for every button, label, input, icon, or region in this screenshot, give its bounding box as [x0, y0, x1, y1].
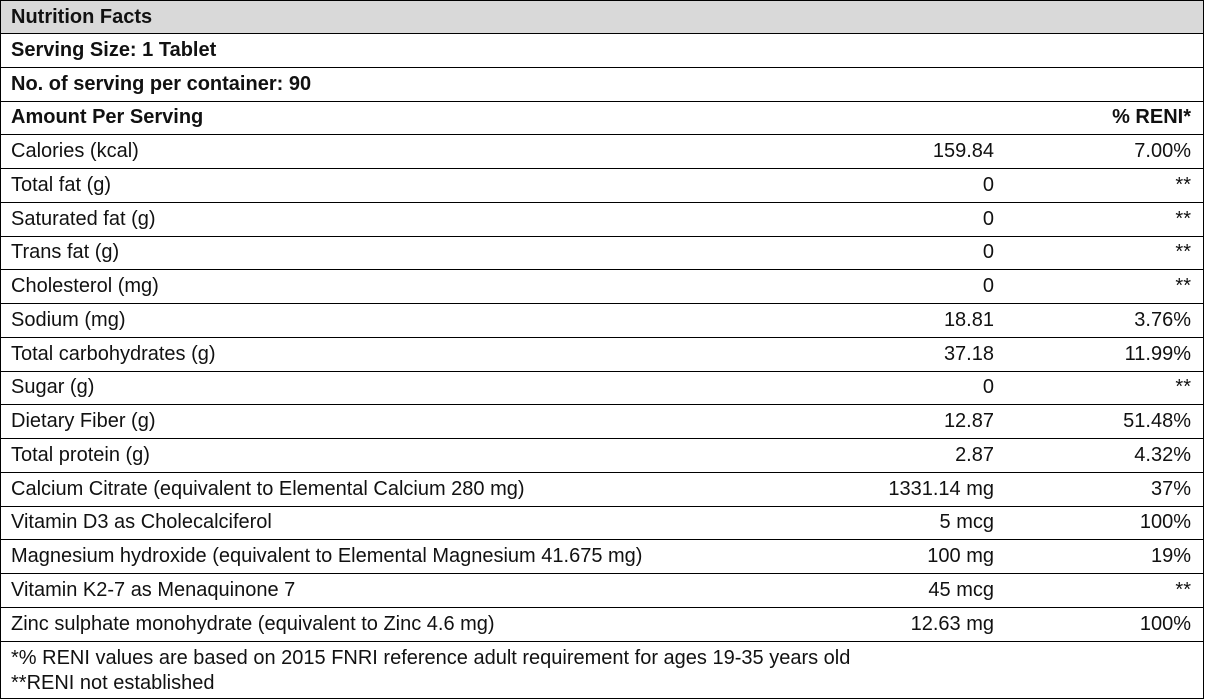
- table-row: [1, 338, 1203, 372]
- table-row: [1, 135, 1203, 169]
- nutrient-name: Vitamin D3 as Cholecalciferol: [11, 511, 272, 534]
- nutrient-amount: 159.84: [932, 140, 994, 163]
- nutrient-reni: 19%: [1150, 545, 1191, 568]
- nutrient-reni: **: [1175, 376, 1191, 399]
- footnotes: [1, 642, 1203, 698]
- nutrient-amount: 18.81: [943, 308, 994, 331]
- nutrient-reni: **: [1175, 275, 1191, 298]
- nutrient-amount: 0: [982, 241, 994, 264]
- nutrient-amount: 12.87: [943, 410, 994, 433]
- nutrient-amount: 5 mcg: [939, 511, 994, 534]
- nutrient-name: Trans fat (g): [11, 241, 120, 264]
- nutrient-reni: 3.76%: [1134, 308, 1191, 331]
- table-title-row: [1, 1, 1203, 34]
- amount-per-serving-header: Amount Per Serving: [11, 106, 204, 129]
- nutrient-rows: [1, 135, 1203, 641]
- nutrient-amount: 0: [982, 207, 994, 230]
- nutrient-reni: 51.48%: [1123, 410, 1191, 433]
- serving-size-row: [1, 34, 1203, 68]
- table-row: [1, 304, 1203, 338]
- nutrient-name: Total fat (g): [11, 173, 112, 196]
- nutrient-reni: 11.99%: [1124, 342, 1191, 365]
- table-row: [1, 574, 1203, 608]
- nutrient-name: Dietary Fiber (g): [11, 410, 156, 433]
- footnote-reni-not-established: **RENI not established: [11, 671, 215, 694]
- table-row: [1, 372, 1203, 406]
- nutrient-name: Saturated fat (g): [11, 207, 156, 230]
- nutrient-name: Sugar (g): [11, 376, 95, 399]
- nutrient-name: Total protein (g): [11, 443, 150, 466]
- nutrient-name: Sodium (mg): [11, 308, 126, 331]
- servings-per-container: No. of serving per container: 90: [11, 72, 312, 95]
- nutrient-name: Calories (kcal): [11, 140, 139, 163]
- nutrient-amount: 37.18: [943, 342, 994, 365]
- nutrient-reni: 7.00%: [1134, 140, 1191, 163]
- nutrient-name: Vitamin K2-7 as Menaquinone 7: [11, 578, 296, 601]
- table-row: [1, 507, 1203, 541]
- table-row: [1, 169, 1203, 203]
- nutrient-amount: 45 mcg: [928, 578, 994, 601]
- servings-per-container-row: [1, 68, 1203, 102]
- nutrient-name: Total carbohydrates (g): [11, 342, 216, 365]
- table-row: [1, 270, 1203, 304]
- nutrient-amount: 2.87: [955, 443, 994, 466]
- table-row: [1, 473, 1203, 507]
- nutrient-reni: **: [1175, 578, 1191, 601]
- nutrient-amount: 12.63 mg: [910, 612, 994, 635]
- nutrient-reni: **: [1175, 173, 1191, 196]
- nutrient-reni: 100%: [1139, 511, 1191, 534]
- table-title: Nutrition Facts: [11, 5, 153, 28]
- nutrient-amount: 100 mg: [927, 545, 994, 568]
- table-row: [1, 405, 1203, 439]
- nutrient-name: Calcium Citrate (equivalent to Elemental Calcium 280 mg): [11, 477, 525, 500]
- table-row: [1, 439, 1203, 473]
- reni-header: % RENI*: [1112, 106, 1191, 129]
- nutrient-amount: 0: [982, 173, 994, 196]
- nutrient-reni: 37%: [1150, 477, 1191, 500]
- table-row: [1, 540, 1203, 574]
- table-row: [1, 203, 1203, 237]
- nutrient-reni: **: [1175, 207, 1191, 230]
- nutrient-reni: **: [1175, 241, 1191, 264]
- footnote-reni-basis: *% RENI values are based on 2015 FNRI reference adult requirement for ages 19-35 years old: [11, 646, 851, 669]
- column-header-row: [1, 102, 1203, 136]
- nutrient-name: Cholesterol (mg): [11, 275, 159, 298]
- nutrient-amount: 0: [982, 376, 994, 399]
- nutrient-amount: 1331.14 mg: [888, 477, 994, 500]
- serving-size: Serving Size: 1 Tablet: [11, 38, 217, 61]
- nutrient-reni: 100%: [1139, 612, 1191, 635]
- table-row: [1, 608, 1203, 642]
- nutrient-reni: 4.32%: [1134, 443, 1191, 466]
- table-row: [1, 237, 1203, 271]
- nutrient-amount: 0: [982, 275, 994, 298]
- nutrient-name: Zinc sulphate monohydrate (equivalent to Zinc 4.6 mg): [11, 612, 495, 635]
- nutrient-name: Magnesium hydroxide (equivalent to Elemental Magnesium 41.675 mg): [11, 545, 643, 568]
